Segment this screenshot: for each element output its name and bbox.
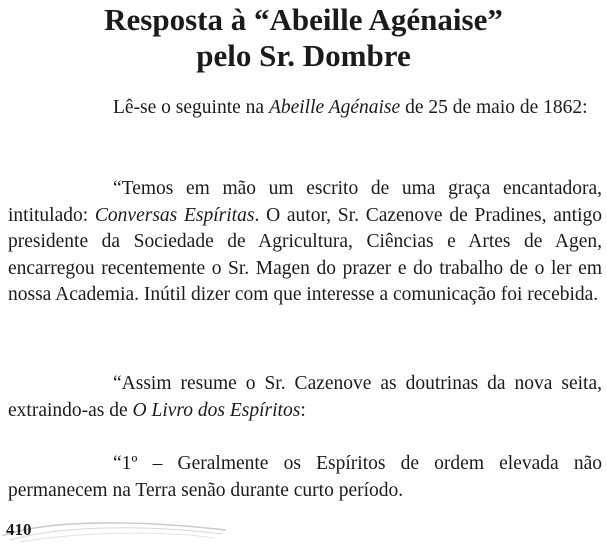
- paragraph-quote-2: [8, 371, 602, 424]
- page-ornament-swoosh: [0, 514, 230, 544]
- chapter-title-line-1: Resposta à “Abeille Agénaise”: [104, 2, 503, 37]
- paragraph-intro-text-a: Lê-se o seguinte na: [113, 97, 269, 118]
- paragraph-quote-2-book-title: O Livro dos Espíritos: [132, 399, 301, 421]
- paragraph-intro-newspaper-name: Abeille Agénaise: [268, 97, 401, 118]
- paragraph-intro: [8, 95, 602, 122]
- paragraph-quote-2-text-a: “Assim resume o Sr. Cazenove as doutrinas da nova seita, extraindo-as de: [8, 373, 602, 421]
- page-number: 410: [6, 520, 32, 539]
- paragraph-item-1-text: “1º – Geralmente os Espíritos de ordem elevada não permanecem na Terra senão durante curto período.: [8, 453, 602, 501]
- paragraph-quote-1: [8, 176, 602, 309]
- paragraph-item-1: [8, 451, 602, 504]
- paragraph-quote-1-text-c: . O autor, Sr. Cazenove de Pradines, antigo presidente da Sociedade de Agricultura, Ciências e Artes de Agen, encarregou recentemente o Sr. Magen do prazer e do trabalho de o ler em nossa Academia. Inútil dizer com que interesse a comunicação foi recebida.: [8, 204, 602, 306]
- paragraph-intro-text-c: de 25 de maio de 1862:: [400, 97, 588, 118]
- paragraph-quote-2-text-c: :: [300, 399, 306, 421]
- paragraph-quote-1-book-title: Conversas Espíritas: [94, 204, 255, 226]
- paragraph-quote-1-text-a: “Temos em mão um escrito de uma graça encantadora, intitulado:: [8, 178, 602, 226]
- chapter-title-line-2: pelo Sr. Dombre: [196, 38, 411, 73]
